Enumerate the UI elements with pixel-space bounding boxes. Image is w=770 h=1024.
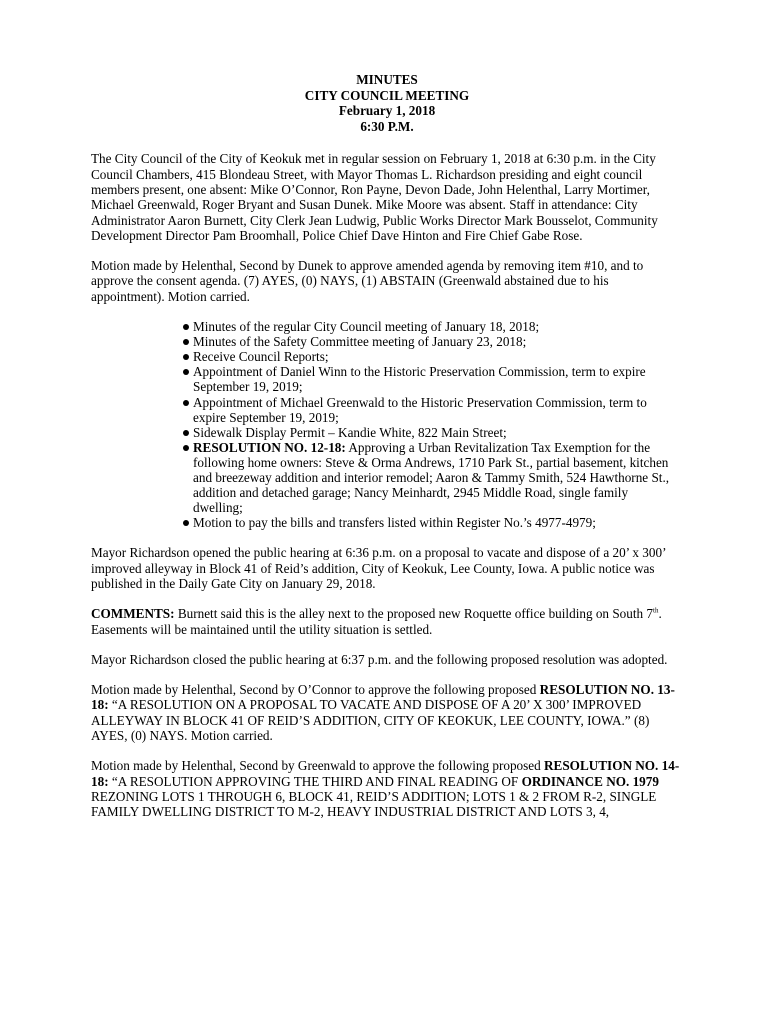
consent-agenda-list [183, 319, 671, 530]
bullet-icon [183, 400, 189, 406]
list-item: Motion to pay the bills and transfers listed within Register No.’s 4977-4979; [183, 515, 671, 530]
agenda-motion-paragraph: Motion made by Helenthal, Second by Dunek to approve amended agenda by removing item #10, and to approve the consent agenda. (7) AYES, (0) NAYS, (1) ABSTAIN (Greenwald abstained due to his appointment). Motion carried. [91, 258, 644, 304]
bullet-icon [183, 369, 189, 375]
resolution-14-paragraph: Motion made by Helenthal, Second by Greenwald to approve the following proposed RESOLUTION NO. 14-18: “A RESOLUTION APPROVING THE THIRD AND FINAL READING OF ORDINANCE NO. 1979 REZONING LOTS 1 THROUGH 6, BLOCK 41, REID’S ADDITION; LOTS 1 & 2 FROM R-2, SINGLE FAMILY DWELLING DISTRICT TO M-2, HEAVY INDUSTRIAL DISTRICT AND LOTS 3, 4, [91, 758, 680, 820]
resolution-label: RESOLUTION NO. 13-18: [91, 682, 675, 713]
list-item: Appointment of Daniel Winn to the Historic Preservation Commission, term to expire September 19, 2019; [183, 364, 671, 394]
document-header [91, 72, 683, 134]
comments-label: COMMENTS: [91, 606, 175, 622]
list-item: Sidewalk Display Permit – Kandie White, 822 Main Street; [183, 425, 671, 440]
resolution-13-paragraph: Motion made by Helenthal, Second by O’Connor to approve the following proposed RESOLUTION NO. 13-18: “A RESOLUTION ON A PROPOSAL TO VACATE AND DISPOSE OF A 20’ X 300’ IMPROVED ALLEYWAY IN BLOCK 41 OF REID’S ADDITION, CITY OF KEOKUK, LEE COUNTY, IOWA.” (8) AYES, (0) NAYS. Motion carried. [91, 682, 675, 744]
header-meeting: CITY COUNCIL MEETING [304, 87, 470, 103]
bullet-icon [183, 324, 189, 330]
resolution-label: RESOLUTION NO. 14-18: [91, 758, 680, 789]
intro-paragraph: The City Council of the City of Keokuk met in regular session on February 1, 2018 at 6:30 p.m. in the City Council Chambers, 415 Blondeau Street, with Mayor Thomas L. Richardson presiding and eight council members present, one absent: Mike O’Connor, Ron Payne, Devon Dade, John Helenthal, Larry Mortimer, Michael Greenwald, Roger Bryant and Susan Dunek. Mike Moore was absent. Staff in attendance: City Administrator Aaron Burnett, City Clerk Jean Ludwig, Public Works Director Mark Bousselot, Community Development Director Pam Broomhall, Police Chief Dave Hinton and Fire Chief Gabe Rose. [91, 151, 658, 243]
bullet-icon [183, 354, 189, 360]
list-item: Appointment of Michael Greenwald to the Historic Preservation Commission, term to expire September 19, 2019; [183, 395, 671, 425]
list-item: Minutes of the regular City Council meeting of January 18, 2018; [183, 319, 671, 334]
header-title: MINUTES [356, 72, 418, 87]
hearing-open-paragraph: Mayor Richardson opened the public hearing at 6:36 p.m. on a proposal to vacate and dispose of a 20’ x 300’ improved alleyway in Block 41 of Reid’s addition, City of Keokuk, Lee County, Iowa. A public notice was published in the Daily Gate City on January 29, 2018. [91, 545, 666, 591]
resolution-label: RESOLUTION NO. 12-18: [193, 439, 346, 455]
comments-paragraph: COMMENTS: Burnett said this is the alley next to the proposed new Roquette office building on South 7th. Easements will be maintained until the utility situation is settled. [91, 606, 662, 637]
list-item: Minutes of the Safety Committee meeting of January 23, 2018; [183, 334, 671, 349]
document-page [91, 72, 683, 835]
bullet-icon [183, 430, 189, 436]
list-item: Receive Council Reports; [183, 349, 671, 364]
bullet-icon [183, 339, 189, 345]
bullet-icon [183, 445, 189, 451]
ordinance-label: ORDINANCE NO. 1979 [521, 773, 659, 789]
bullet-icon [183, 520, 189, 526]
list-item: RESOLUTION NO. 12-18: Approving a Urban Revitalization Tax Exemption for the following home owners: Steve & Orma Andrews, 1710 Park St., partial basement, kitchen and breezeway addition and interior remodel; Aaron & Tammy Smith, 524 Hawthorne St., addition and detached garage; Nancy Meinhardt, 2945 Middle Road, single family dwelling; [183, 440, 671, 515]
hearing-close-paragraph: Mayor Richardson closed the public hearing at 6:37 p.m. and the following proposed resolution was adopted. [91, 651, 668, 667]
header-date: February 1, 2018 [338, 103, 436, 119]
header-time: 6:30 P.M. [360, 118, 414, 134]
